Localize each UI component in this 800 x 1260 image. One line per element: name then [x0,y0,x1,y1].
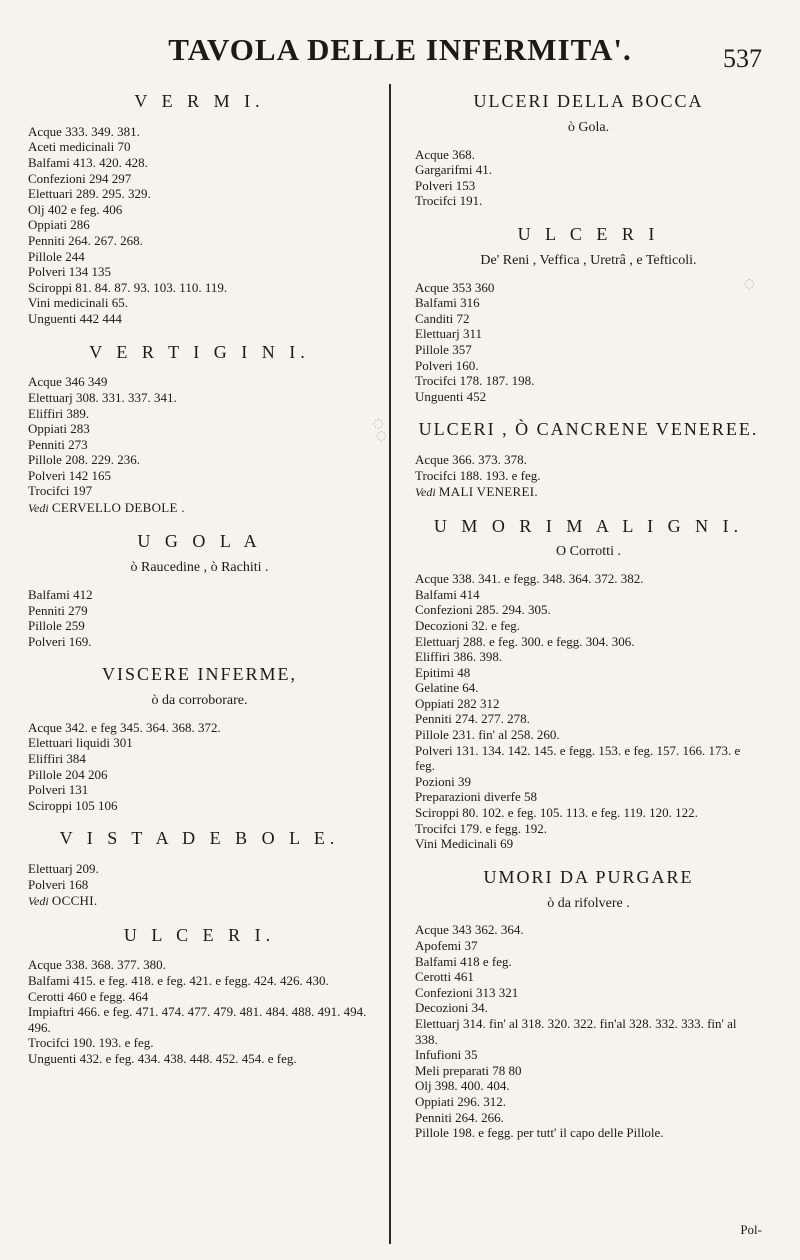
entry: Aceti medicinali 70 [28,139,131,155]
section-vista [28,829,371,909]
entry: Oppiati 283 [28,421,90,437]
entry: Trocifci 190. 193. e feg. [28,1035,154,1051]
bleed-through-mark: ◌ [373,416,384,430]
entry: Acque 353 360 [415,279,495,295]
entry: Elettuarj 311 [415,326,483,342]
entry: Sciroppi 105 106 [28,797,118,813]
entry: Cerotti 461 [415,969,474,985]
entry: Penniti 264. 266. [415,1109,504,1125]
section-subtitle: ò Gola. [567,119,610,135]
entry: Vini medicinali 65. [28,295,128,311]
section-title: V E R M I. [134,91,265,111]
entry: Penniti 264. 267. 268. [28,232,143,248]
entry: Sciroppi 80. 102. e feg. 105. 113. e feg. 119. 120. 122. [415,805,698,821]
entry: Confezioni 313 321 [415,984,519,1000]
entry: Pillole 231. fin' al 258. 260. [415,727,560,743]
entry: Confezioni 285. 294. 305. [415,602,551,618]
entry: Pillole 198. e fegg. per tutt' il capo delle Pillole. [415,1125,664,1141]
page-header [28,26,772,84]
entry: Balfami 412 [28,586,93,602]
entry: Unguenti 442 444 [28,310,122,326]
entry: Unguenti 452 [415,388,487,404]
entry: Polveri 131. 134. 142. 145. e fegg. 153. e feg. 157. 166. 173. e feg. [415,742,741,774]
bleed-through-mark: ◌ [376,428,387,442]
vedi-target: CERVELLO DEBOLE . [51,500,185,516]
entry: Polveri 169. [28,633,92,649]
section-umori-maligni [415,517,762,852]
entry: Eliffiri 386. 398. [415,649,503,665]
section-ulceri [28,926,371,1067]
section-title: ULCERI DELLA BOCCA [473,91,704,111]
entry: Eliffiri 384 [28,751,86,767]
cross-reference [28,893,371,909]
entry: Polveri 168 [28,876,89,892]
entry: Confezioni 294 297 [28,170,132,186]
entry: Elettuarj 288. e feg. 300. e fegg. 304. 306. [415,633,635,649]
entry: Pozioni 39 [415,773,471,789]
entry: Pillole 259 [28,618,85,634]
section-title: V I S T A D E B O L E. [59,828,340,849]
entry: Trocifci 188. 193. e feg. [415,467,541,483]
entry: Oppiati 296. 312. [415,1093,506,1109]
running-title: TAVOLA DELLE INFERMITA'. [168,32,632,67]
entry: Vini Medicinali 69 [415,836,514,852]
section-ulceri-cancrene [415,420,762,500]
entry: Apofemi 37 [415,938,478,954]
entry: Acque 338. 368. 377. 380. [28,957,166,973]
vedi-target: MALI VENEREI. [438,484,538,500]
entry: Polveri 142 165 [28,467,112,483]
section-subtitle: ò Raucedine , ò Rachiti . [130,560,269,576]
entry: Acque 346 349 [28,374,108,390]
entry: Acque 368. [415,146,475,162]
entry: Pillole 244 [28,248,85,264]
entry: Meli preparati 78 80 [415,1062,522,1078]
left-column [28,84,391,1244]
entry: Elettuarj 308. 331. 337. 341. [28,389,177,405]
entry: Balfami 413. 420. 428. [28,154,148,170]
entry: Balfami 414 [415,586,480,602]
section-title: ULCERI , Ò CANCRENE VENEREE. [418,419,759,440]
vedi-word: Vedi [415,485,436,500]
entry: Gargarifmi 41. [415,162,493,178]
cross-reference [28,500,371,516]
entry: Elettuari liquidi 301 [28,735,133,751]
section-title: VISCERE INFERME, [101,664,297,685]
entry: Acque 342. e feg 345. 364. 368. 372. [28,719,221,735]
catchword: Pol- [740,1222,762,1238]
entry: Penniti 279 [28,602,88,618]
entry: Balfami 415. e feg. 418. e feg. 421. e fegg. 424. 426. 430. [28,973,329,989]
section-title: U L C E R I [517,223,660,244]
entry: Oppiati 286 [28,217,90,233]
entry: Balfami 418 e feg. [415,953,512,969]
entry: Penniti 273 [28,436,88,452]
entry: Pillole 208. 229. 236. [28,452,140,468]
vedi-word: Vedi [28,501,49,516]
entry: Pillole 357 [415,341,472,357]
section-subtitle: O Corrotti . [556,544,621,560]
section-title: V E R T I G I N I. [89,341,310,362]
entry: Sciroppi 81. 84. 87. 93. 103. 110. 119. [28,279,228,295]
vedi-target: OCCHI. [51,893,98,909]
entry: Gelatine 64. [415,680,479,696]
entry: Acque 333. 349. 381. [28,123,140,139]
entry: Oppiati 282 312 [415,695,500,711]
section-vertigini [28,343,371,517]
entry: Trocifci 197 [28,483,93,499]
section-subtitle: De' Reni , Veffica , Uretrâ , e Tefticoli. [480,252,697,268]
entry: Canditi 72 [415,310,470,326]
entry: Trocifci 179. e fegg. 192. [415,820,548,836]
entry: Decozioni 34. [415,1000,488,1016]
section-viscere [28,665,371,813]
bleed-through-mark: ◌ [744,276,755,290]
entry: Unguenti 432. e feg. 434. 438. 448. 452. 454. e feg. [28,1051,297,1067]
entry: Olj 402 e feg. 406 [28,201,123,217]
entry: Acque 343 362. 364. [415,922,524,938]
entry: Eliffiri 389. [28,405,90,421]
entry: Decozioni 32. e feg. [415,617,521,633]
section-subtitle: ò da rifolvere . [547,895,630,911]
entry: Acque 366. 373. 378. [415,452,527,468]
entry: Acque 338. 341. e fegg. 348. 364. 372. 382. [415,571,644,587]
section-vermi [28,92,371,327]
entry: Polveri 131 [28,782,89,798]
cross-reference [415,484,762,500]
entry: Polveri 160. [415,357,479,373]
entry: Elettuarj 314. fin' al 318. 320. 322. fin'al 328. 332. 333. fin' al 338. [415,1015,737,1047]
entry: Preparazioni diverfe 58 [415,789,538,805]
entry: Balfami 316 [415,295,480,311]
entry: Pillole 204 206 [28,766,108,782]
index-columns [28,84,772,1244]
entry: Trocifci 191. [415,193,483,209]
entry: Impiaftri 466. e feg. 471. 474. 477. 479. 481. 484. 488. 491. 494. 496. [28,1004,367,1035]
entry: Trocifci 178. 187. 198. [415,373,535,389]
section-title: U L C E R I. [123,924,276,945]
vedi-word: Vedi [28,894,49,909]
entry: Olj 398. 400. 404. [415,1078,510,1094]
section-ugola [28,532,371,649]
entry: Infufioni 35 [415,1047,478,1063]
entry: Penniti 274. 277. 278. [415,711,530,727]
entry: Elettuarj 209. [28,861,99,877]
entry: Elettuari 289. 295. 329. [28,186,151,202]
entry: Epitimi 48 [415,664,471,680]
page-number: 537 [723,44,762,73]
section-umori-purgare [415,868,762,1141]
section-subtitle: ò da corroborare. [151,693,248,709]
section-title: UMORI DA PURGARE [483,866,694,887]
right-column [409,84,772,1244]
entry: Polveri 153 [415,177,476,193]
section-title: U M O R I M A L I G N I. [433,515,744,536]
section-ulceri-reni [415,225,762,404]
entry: Cerotti 460 e fegg. 464 [28,988,149,1004]
section-title: U G O L A [137,531,262,552]
section-ulceri-bocca [415,92,762,209]
entry: Polveri 134 135 [28,264,112,280]
